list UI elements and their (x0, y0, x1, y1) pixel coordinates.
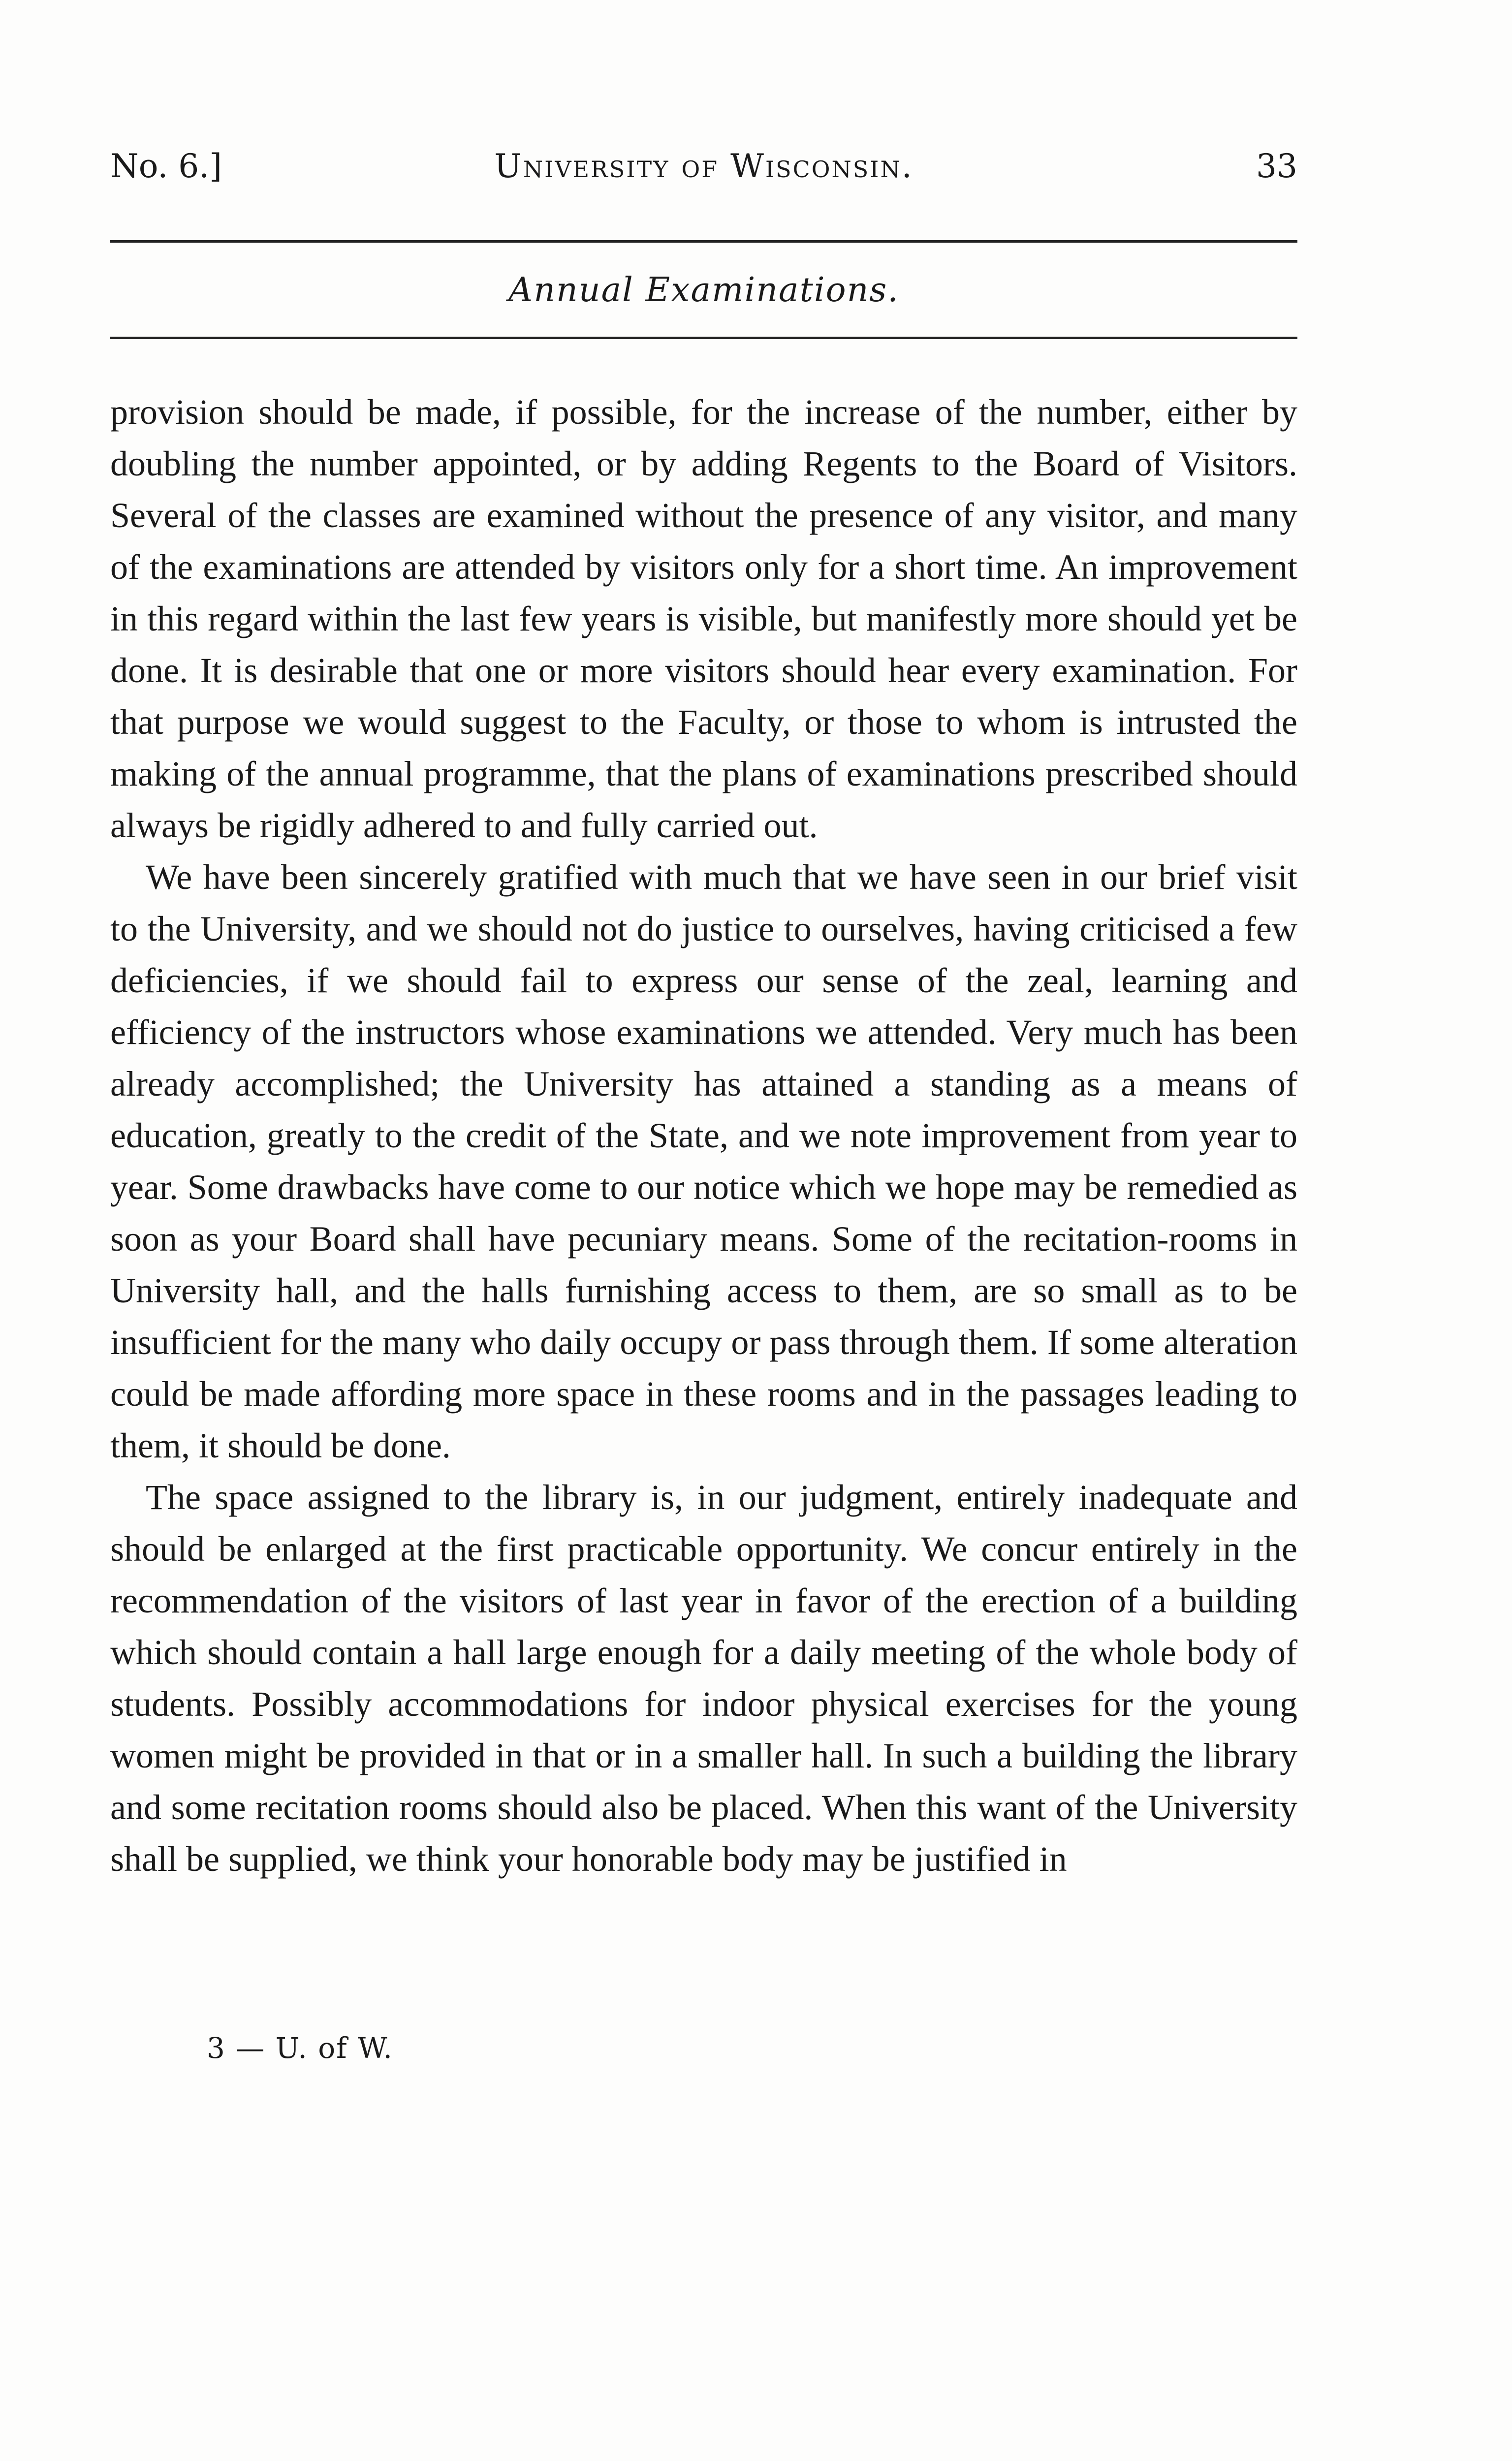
paragraph-1: provision should be made, if possible, for the increase of the number, either by doubling the number appointed, or by adding Regents to the Board of Visitors. Several of the classes are examined without the presence of any visitor, and many of the examinations are attended by visitors only for a short time. An improvement in this regard within the last few years is visible, but manifestly more should yet be done. It is desirable that one or more visitors should hear every examination. For that purpose we would suggest to the Faculty, or those to whom is intrusted the making of the annual programme, that the plans of examinations prescribed should always be rigidly adhered to and fully carried out. (110, 392, 1297, 845)
header-rule-top (110, 240, 1297, 243)
page-number: 33 (1256, 147, 1297, 185)
paragraph-2: We have been sincerely gratified with much that we have seen in our brief visit to the University, and we should not do justice to ourselves, having criticised a few deficiencies, if we should fail to express our sense of the zeal, learning and efficiency of the instructors whose examinations we attended. Very much has been already accomplished; the University has attained a standing as a means of education, greatly to the credit of the State, and we note improvement from year to year. Some drawbacks have come to our notice which we hope may be remedied as soon as your Board shall have pecuniary means. Some of the recitation-rooms in University hall, and the halls furnishing access to them, are so small as to be insufficient for the many who daily occupy or pass through them. If some alteration could be made affording more space in these rooms and in the passages leading to them, it should be done. (110, 857, 1297, 1465)
section-title: Annual Examinations. (508, 271, 899, 310)
header-rule-bottom (110, 337, 1297, 339)
body-text (110, 386, 1297, 2006)
document-number: No. 6.] (110, 147, 222, 185)
paragraph-3: The space assigned to the library is, in our judgment, entirely inadequate and should be enlarged at the first practicable opportunity. We concur entirely in the recommendation of the visitors of last year in favor of the erection of a building which should contain a hall large enough for a daily meeting of the whole body of students. Possibly accommodations for indoor physical exercises for the young women might be provided in that or in a smaller hall. In such a building the library and some recitation rooms should also be placed. When this want of the University shall be supplied, we think your honorable body may be justified in (110, 1478, 1297, 1879)
running-header (110, 143, 1297, 190)
running-title: University of Wisconsin. (494, 147, 914, 185)
signature-mark: 3 — U. of W. (207, 2031, 393, 2065)
